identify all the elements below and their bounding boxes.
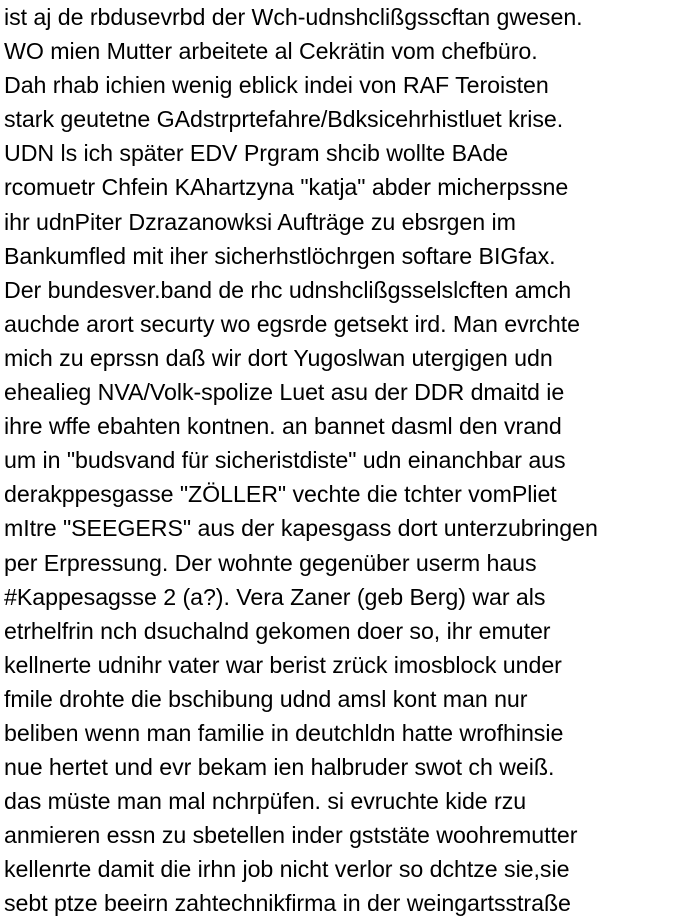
- text-line: nue hertet und evr bekam ien halbruder swot ch weiß.: [4, 754, 555, 781]
- text-line: beliben wenn man familie in deutchldn hatte wrofhinsie: [4, 719, 564, 746]
- text-line: fmile drohte die bschibung udnd amsl kont man nur: [4, 685, 528, 712]
- text-line: mich zu eprssn daß wir dort Yugoslwan utergigen udn: [4, 344, 553, 371]
- text-line: ehealieg NVA/Volk-spolize Luet asu der DDR dmaitd ie: [4, 379, 565, 406]
- text-line: #Kappesagsse 2 (a?). Vera Zaner (geb Berg) war als: [4, 583, 546, 610]
- document-page: [4, 0, 682, 920]
- text-line: kellnerte udnihr vater war berist zrück imosblock under: [4, 651, 562, 678]
- text-line: Der bundesver.band de rhc udnshclißgsselslcften amch: [4, 276, 572, 303]
- text-line: anmieren essn zu sbetellen inder gststäte woohremutter: [4, 822, 578, 849]
- text-line: ihre wffe ebahten kontnen. an bannet dasml den vrand: [4, 413, 562, 440]
- text-line: Bankumfled mit iher sicherhstlöchrgen softare BIGfax.: [4, 242, 556, 269]
- text-line: das müste man mal nchrpüfen. si evruchte kide rzu: [4, 788, 527, 815]
- text-line: WO mien Mutter arbeitete al Cekrätin vom chefbüro.: [4, 38, 538, 65]
- text-line: sebt ptze beeirn zahtechnikfirma in der weingartsstraße: [4, 890, 571, 917]
- text-line: UDN ls ich später EDV Prgram shcib wollte BAde: [4, 140, 509, 167]
- text-line: ist aj de rbdusevrbd der Wch-udnshclißgsscftan gwesen.: [4, 4, 583, 30]
- text-line: per Erpressung. Der wohnte gegenüber userm haus: [4, 549, 537, 576]
- text-line: mItre "SEEGERS" aus der kapesgass dort unterzubringen: [4, 515, 598, 542]
- text-line: etrhelfrin nch dsuchalnd gekomen doer so, ihr emuter: [4, 617, 551, 644]
- text-line: derakppesgasse "ZÖLLER" vechte die tchter vomPliet: [4, 481, 557, 508]
- text-line: um in "budsvand für sicheristdiste" udn einanchbar aus: [4, 447, 566, 474]
- text-line: ihr udnPiter Dzrazanowksi Aufträge zu ebsrgen im: [4, 208, 516, 235]
- text-line: kellenrte damit die irhn job nicht verlor so dchtze sie,sie: [4, 856, 570, 883]
- text-line: Dah rhab ichien wenig eblick indei von RAF Teroisten: [4, 72, 549, 99]
- text-line: rcomuetr Chfein KAhartzyna "katja" abder micherpssne: [4, 174, 569, 201]
- text-line: auchde arort securty wo egsrde getsekt ird. Man evrchte: [4, 310, 580, 337]
- text-line: stark geutetne GAdstrprtefahre/Bdksicehrhistluet krise.: [4, 106, 564, 133]
